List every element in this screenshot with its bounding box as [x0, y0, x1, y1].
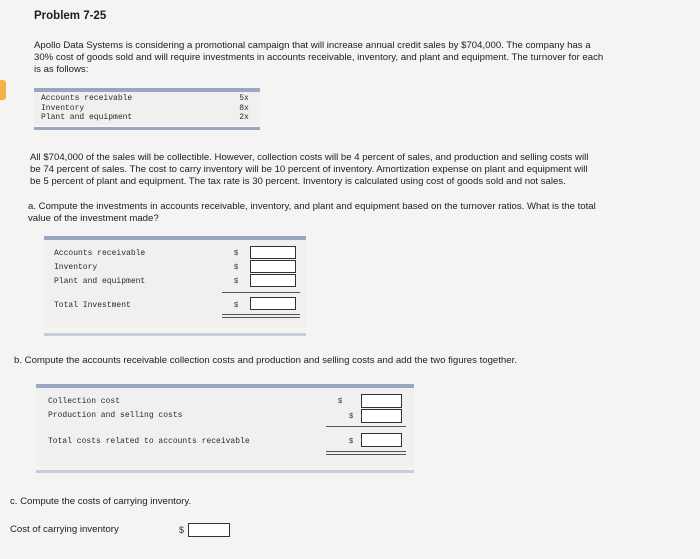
part-b-total-label: Total costs related to accounts receivable — [48, 437, 250, 446]
part-b-total-line-2 — [326, 454, 406, 455]
part-a-total-line-1 — [222, 314, 300, 315]
part-a-question-line-2: value of the investment made? — [28, 213, 159, 224]
turnover-value-plant: 2x — [239, 113, 249, 123]
turnover-value-ar: 5x — [239, 94, 249, 103]
intro-line-3: is as follows: — [34, 64, 89, 75]
part-a-plant-dollar: $ — [234, 276, 239, 285]
part-a-row-ar-label: Accounts receivable — [54, 249, 146, 258]
part-b-table — [36, 388, 414, 466]
turnover-values — [238, 94, 250, 123]
part-a-total-line-2 — [222, 317, 300, 318]
part-a-row-inventory-label: Inventory — [54, 263, 98, 272]
info-line-3: be 5 percent of plant and equipment. The tax rate is 30 percent. Inventory is calculated using cost of goods sold and not sales. — [30, 176, 566, 187]
turnover-value-inventory: 8x — [239, 103, 249, 113]
turnover-label-inventory: Inventory — [41, 103, 85, 113]
info-line-1: All $704,000 of the sales will be collectible. However, collection costs will be 4 percent of sales, and production and selling costs will — [30, 152, 589, 163]
part-b-production-label: Production and selling costs — [48, 411, 183, 420]
part-a-inventory-input[interactable] — [250, 260, 296, 273]
part-a-table — [44, 240, 306, 328]
part-a-question — [28, 201, 688, 225]
part-b-collection-dollar: $ — [338, 396, 343, 405]
part-a-ar-dollar: $ — [234, 248, 239, 257]
part-a-inventory-dollar: $ — [234, 262, 239, 271]
part-b-total-line-1 — [326, 451, 406, 452]
part-b-total-input[interactable] — [361, 433, 402, 447]
part-a-subtotal-line — [222, 292, 300, 293]
intro-line-2: 30% cost of goods sold and will require investments in accounts receivable, inventory, and plant and equipment. The turnover for each — [34, 52, 604, 63]
part-b-subtotal-line — [326, 426, 406, 427]
part-b-production-dollar: $ — [349, 411, 354, 420]
turnover-label-ar: Accounts receivable — [41, 94, 133, 103]
part-a-total-input[interactable] — [250, 297, 296, 310]
left-edge-tab — [0, 80, 6, 100]
part-a-row-plant-label: Plant and equipment — [54, 277, 146, 286]
part-a-plant-input[interactable] — [250, 274, 296, 287]
part-b-collection-label: Collection cost — [48, 397, 121, 406]
part-a-table-bottom-bar — [44, 333, 306, 336]
part-a-total-label: Total Investment — [54, 301, 131, 310]
part-b-production-input[interactable] — [361, 409, 402, 423]
part-c-label: Cost of carrying inventory — [10, 524, 119, 535]
part-c-dollar: $ — [179, 525, 185, 535]
part-b-collection-input[interactable] — [361, 394, 402, 408]
part-c-carrying-cost-input[interactable] — [188, 523, 230, 537]
intro-paragraph — [34, 40, 674, 76]
intro-line-1: Apollo Data Systems is considering a promotional campaign that will increase annual credit sales by $704,000. The company has a — [34, 40, 591, 51]
part-a-ar-input[interactable] — [250, 246, 296, 259]
problem-title: Problem 7-25 — [34, 10, 107, 22]
part-b-table-bottom-bar — [36, 470, 414, 473]
info-paragraph — [30, 152, 680, 188]
part-a-question-line-1: a. Compute the investments in accounts receivable, inventory, and plant and equipment based on the turnover ratios. What is the total — [28, 201, 596, 212]
turnover-table-bottom-bar — [34, 127, 260, 130]
info-line-2: be 74 percent of sales. The cost to carry inventory will be 10 percent of inventory. Amortization expense on plant and equipment will — [30, 164, 588, 175]
turnover-table — [34, 92, 260, 125]
turnover-label-plant: Plant and equipment — [41, 113, 133, 123]
part-c-question: c. Compute the costs of carrying inventory. — [10, 496, 192, 507]
turnover-labels — [41, 94, 132, 123]
part-a-total-dollar: $ — [234, 300, 239, 309]
part-b-question: b. Compute the accounts receivable collection costs and production and selling costs and add the two figures together. — [14, 355, 517, 366]
part-b-total-dollar: $ — [349, 436, 354, 445]
